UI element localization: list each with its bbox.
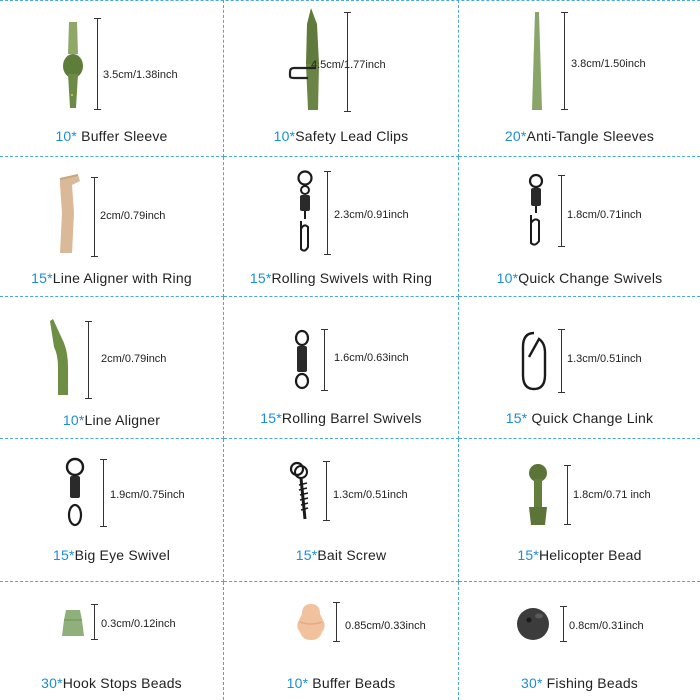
- item-label: [224, 675, 458, 691]
- size-measure-line: [567, 465, 568, 525]
- size-measure-line: [327, 171, 328, 255]
- line-aligner-ring-icon: [50, 173, 86, 257]
- item-name: Line Aligner: [84, 412, 161, 428]
- item-label: [224, 128, 458, 144]
- size-measure-line: [324, 329, 325, 391]
- item-label: [459, 547, 700, 563]
- size-label: 3.5cm/1.38inch: [103, 69, 178, 81]
- helicopter-bead-icon: [523, 463, 553, 527]
- quick-change-link-icon: [517, 329, 551, 393]
- size-label: 1.6cm/0.63inch: [334, 352, 409, 364]
- item-name: Buffer Beads: [308, 675, 396, 691]
- quantity: 15*: [52, 547, 75, 563]
- item-name: Anti-Tangle Sleeves: [526, 128, 655, 144]
- size-measure-line: [97, 18, 98, 110]
- item-label: [224, 547, 458, 563]
- item-label: [0, 412, 223, 428]
- item-name: Helicopter Bead: [539, 547, 642, 563]
- item-name: Buffer Sleeve: [77, 128, 168, 144]
- fishing-bead-icon: [515, 606, 551, 642]
- size-label: 2.3cm/0.91inch: [334, 209, 409, 221]
- size-measure-line: [94, 177, 95, 257]
- item-cell-buffer-beads: [224, 582, 459, 700]
- item-cell-line-aligner-ring: [0, 157, 224, 297]
- item-label: [224, 410, 458, 426]
- size-label: 1.8cm/0.71 inch: [573, 489, 651, 501]
- hook-stop-bead-icon: [60, 608, 86, 638]
- item-cell-quick-change-swivels: [459, 157, 700, 297]
- size-label: 1.9cm/0.75inch: [110, 489, 185, 501]
- item-cell-rolling-swivel-ring: [224, 157, 459, 297]
- buffer-sleeve-icon: [55, 20, 91, 112]
- quantity: 15*: [249, 270, 272, 286]
- item-label: [459, 675, 700, 691]
- size-measure-line: [88, 321, 89, 399]
- quantity: 10*: [496, 270, 519, 286]
- item-name: Rolling Barrel Swivels: [281, 410, 422, 426]
- item-name: Bait Screw: [317, 547, 387, 563]
- item-cell-line-aligner: [0, 297, 224, 439]
- item-label: [0, 270, 223, 286]
- quantity: 10*: [286, 675, 309, 691]
- quantity: 15*: [505, 410, 528, 426]
- item-name: Big Eye Swivel: [74, 547, 171, 563]
- item-cell-big-eye-swivel: [0, 439, 224, 582]
- line-aligner-icon: [40, 317, 80, 399]
- item-label: [459, 128, 700, 144]
- item-cell-helicopter-bead: [459, 439, 700, 582]
- item-cell-bait-screw: [224, 439, 459, 582]
- item-label: [459, 410, 700, 426]
- size-label: 1.3cm/0.51inch: [333, 489, 408, 501]
- quantity: 30*: [520, 675, 543, 691]
- quantity: 10*: [55, 128, 78, 144]
- item-name: Safety Lead Clips: [295, 128, 409, 144]
- item-label: [0, 128, 223, 144]
- size-label: 4.5cm/1.77inch: [311, 59, 386, 71]
- size-label: 1.8cm/0.71inch: [567, 209, 642, 221]
- item-label: [0, 675, 223, 691]
- item-label: [459, 270, 700, 286]
- size-measure-line: [564, 12, 565, 110]
- size-label: 2cm/0.79inch: [101, 353, 167, 365]
- quantity: 30*: [41, 675, 63, 691]
- big-eye-swivel-icon: [62, 457, 88, 529]
- item-label: [0, 547, 223, 563]
- item-cell-buffer-sleeve: [0, 0, 224, 157]
- size-measure-line: [561, 175, 562, 247]
- rolling-swivel-ring-icon: [290, 169, 320, 255]
- item-cell-fishing-beads: [459, 582, 700, 700]
- quantity: 20*: [504, 128, 527, 144]
- item-cell-quick-change-link: [459, 297, 700, 439]
- item-label: [224, 270, 458, 286]
- item-cell-safety-lead-clips: [224, 0, 459, 157]
- rolling-barrel-swivel-icon: [290, 329, 314, 391]
- item-name: Rolling Swivels with Ring: [271, 270, 433, 286]
- buffer-bead-icon: [294, 602, 328, 642]
- size-label: 0.3cm/0.12inch: [101, 618, 176, 630]
- size-label: 0.85cm/0.33inch: [345, 620, 426, 632]
- quantity: 15*: [295, 547, 318, 563]
- quantity: 10*: [62, 412, 85, 428]
- size-label: 2cm/0.79inch: [100, 210, 166, 222]
- anti-tangle-sleeve-icon: [527, 10, 547, 114]
- size-measure-line: [336, 602, 337, 642]
- size-measure-line: [94, 604, 95, 640]
- item-name: Quick Change Swivels: [518, 270, 663, 286]
- item-name: Fishing Beads: [542, 675, 639, 691]
- item-name: Hook Stops Beads: [62, 675, 182, 691]
- size-measure-line: [563, 606, 564, 642]
- size-label: 1.3cm/0.51inch: [567, 353, 642, 365]
- quantity: 15*: [31, 270, 53, 286]
- size-measure-line: [103, 459, 104, 527]
- quantity: 15*: [260, 410, 282, 426]
- bait-screw-icon: [288, 459, 318, 523]
- size-label: 3.8cm/1.50inch: [571, 58, 646, 70]
- size-measure-line: [561, 329, 562, 393]
- quantity: 10*: [273, 128, 296, 144]
- grid-top-border: [0, 0, 700, 1]
- item-cell-hook-stop-beads: [0, 582, 224, 700]
- size-label: 0.8cm/0.31inch: [569, 620, 644, 632]
- item-name: Quick Change Link: [527, 410, 654, 426]
- item-cell-anti-tangle-sleeves: [459, 0, 700, 157]
- quantity: 15*: [517, 547, 539, 563]
- quick-change-swivel-icon: [521, 173, 551, 249]
- size-measure-line: [326, 461, 327, 521]
- item-cell-rolling-barrel-swivels: [224, 297, 459, 439]
- item-name: Line Aligner with Ring: [52, 270, 192, 286]
